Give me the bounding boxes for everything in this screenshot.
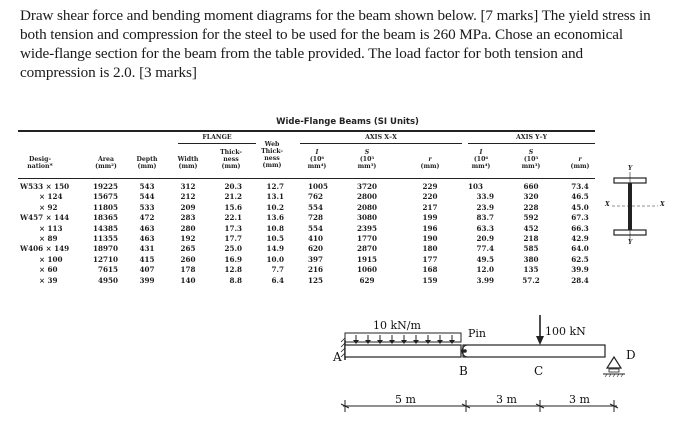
table-cell: 25.0 <box>224 244 242 254</box>
table-cell: 15675 <box>92 192 118 202</box>
header-text: Web <box>264 141 280 148</box>
table-cell: 4950 <box>97 275 118 285</box>
table-cell: 62.5 <box>571 254 589 264</box>
table-cell: 2395 <box>356 223 377 233</box>
header-text: mm³) <box>357 163 377 170</box>
table-cell: 1915 <box>356 254 377 264</box>
header-text: (mm²) <box>95 163 117 170</box>
table-cell: 21.2 <box>224 192 242 202</box>
table-cell: 63.3 <box>476 223 494 233</box>
header-text: (mm) <box>221 163 241 170</box>
table-cell: 12710 <box>92 254 118 264</box>
table-cell: 660 <box>523 182 539 191</box>
table-cell: 228 <box>523 202 539 212</box>
table-cell: 320 <box>523 192 539 202</box>
table-cell: 217 <box>422 202 438 212</box>
header-text: (mm) <box>178 163 198 170</box>
table-cell: 12.8 <box>224 265 242 275</box>
section-axis-x-right: X <box>660 201 665 208</box>
table-cell: 229 <box>422 182 438 191</box>
header-text: (10⁶ <box>309 156 325 163</box>
table-cell: 216 <box>308 265 324 275</box>
table-cell: 554 <box>308 202 324 212</box>
table-cell: 407 <box>139 265 155 275</box>
table-cell: 283 <box>180 213 196 223</box>
table-cell: 11355 <box>92 234 118 244</box>
section-axis-y-bottom: Y <box>628 239 633 246</box>
table-cell: 1060 <box>356 265 377 275</box>
table-cell: 220 <box>422 192 438 202</box>
table-cell: 57.2 <box>522 275 540 285</box>
header-text: (10⁶ <box>473 156 489 163</box>
table-cell: × 39 <box>39 275 58 285</box>
table-cell: 592 <box>523 213 539 223</box>
table-cell: 762 <box>308 192 324 202</box>
table-cell: 73.4 <box>571 182 589 191</box>
table-cell: 620 <box>308 244 324 254</box>
table-cell: 177 <box>422 254 438 264</box>
section-axis-y-top: Y <box>628 165 633 172</box>
table-cell: 190 <box>422 234 438 244</box>
point-a-label: A <box>333 350 342 364</box>
distributed-load-icon <box>345 333 461 344</box>
table-cell: 42.9 <box>571 234 589 244</box>
table-cell: 77.4 <box>476 244 494 254</box>
table-cell: 10.2 <box>266 202 284 212</box>
pin-icon <box>463 349 467 353</box>
header-text: (mm) <box>137 163 157 170</box>
distributed-load-label: 10 kN/m <box>373 319 421 332</box>
table-cell: 17.3 <box>224 223 242 233</box>
table-cell: 1770 <box>356 234 377 244</box>
table-cell: 33.9 <box>476 192 494 202</box>
table-cell: 415 <box>139 254 155 264</box>
table-cell: 15.6 <box>224 202 242 212</box>
beam-segment-ab <box>345 345 461 357</box>
table-cell: 18970 <box>92 244 118 254</box>
table-cell: 46.5 <box>571 192 589 202</box>
table-cell: 452 <box>523 223 539 233</box>
question-text: Draw shear force and bending moment diagrams for the beam shown below. [7 marks] The yield stress in both tension and compression for the steel to be used for the beam is 260 MPa. Chose an economical wide-flange section for the beam from the table provided. The load factor for both tension and compression is 2.0. [3 marks] <box>20 7 651 81</box>
table-cell: 14385 <box>92 223 118 233</box>
header-text: mm⁴) <box>471 163 491 170</box>
table-cell: 14.9 <box>266 244 284 254</box>
table-cell: 3720 <box>356 182 377 191</box>
table-cell: × 124 <box>39 192 63 202</box>
header-text: I <box>479 149 483 156</box>
table-cell: 11805 <box>92 202 118 212</box>
table-cell: W533 × 150 <box>20 182 70 191</box>
table-cell: 19225 <box>92 182 118 191</box>
table-cell: 8.8 <box>229 275 242 285</box>
header-text: Desig- <box>28 156 52 163</box>
beam-segment-bd <box>463 345 605 357</box>
table-cell: 2870 <box>356 244 377 254</box>
table-cell: W406 × 149 <box>20 244 70 254</box>
table-cell: 168 <box>422 265 438 275</box>
group-flange: FLANGE <box>202 134 232 141</box>
table-cell: 192 <box>180 234 196 244</box>
pin-label: Pin <box>468 327 487 340</box>
table-cell: 728 <box>308 213 324 223</box>
table-cell: 212 <box>180 192 196 202</box>
table-cell: 23.9 <box>476 202 494 212</box>
point-load-label: 100 kN <box>545 325 586 338</box>
table-cell: 10.5 <box>266 234 284 244</box>
point-load-arrow-icon <box>536 315 544 345</box>
table-cell: × 89 <box>39 234 58 244</box>
header-text: S <box>364 149 370 156</box>
table-cell: 543 <box>139 182 155 191</box>
table-cell: 2080 <box>356 202 377 212</box>
table-cell: 265 <box>180 244 196 254</box>
table-cell: 125 <box>308 275 324 285</box>
table-cell: 544 <box>139 192 155 202</box>
header-text: (10³ <box>523 156 539 163</box>
table-cell: 410 <box>308 234 324 244</box>
table-cell: × 92 <box>39 202 58 212</box>
table-cell: 16.9 <box>224 254 242 264</box>
table-cell: × 100 <box>39 254 63 264</box>
header-text: ness <box>223 156 239 163</box>
table-cell: 554 <box>308 223 324 233</box>
header-text: S <box>528 149 534 156</box>
point-d-label: D <box>626 348 636 362</box>
table-cell: 6.4 <box>271 275 284 285</box>
section-axis-x-left: X <box>605 201 610 208</box>
table-cell: 472 <box>139 213 155 223</box>
table-cell: 13.1 <box>266 192 284 202</box>
point-c-label: C <box>534 364 544 378</box>
header-text: (mm) <box>570 163 590 170</box>
table-cell: 49.5 <box>476 254 494 264</box>
table-cell: 431 <box>139 244 155 254</box>
header-text: mm⁴) <box>307 163 327 170</box>
table-cell: 17.7 <box>224 234 242 244</box>
table-cell: 585 <box>523 244 539 254</box>
header-text: I <box>315 149 319 156</box>
table-cell: 312 <box>180 182 196 191</box>
header-text: Width <box>177 156 199 163</box>
table-cell: 39.9 <box>571 265 589 275</box>
table-cell: 10.0 <box>266 254 284 264</box>
table-cell: 2800 <box>356 192 377 202</box>
span-bc-label: 3 m <box>496 393 517 406</box>
table-cell: × 113 <box>39 223 63 233</box>
roller-support-icon <box>603 357 625 377</box>
table-cell: 533 <box>139 202 155 212</box>
table-cell: 463 <box>139 223 155 233</box>
table-cell: 380 <box>523 254 539 264</box>
table-cell: × 60 <box>39 265 58 275</box>
table-cell: 64.0 <box>571 244 589 254</box>
header-text: r <box>428 156 432 163</box>
header-text: r <box>578 156 582 163</box>
table-cell: 12.0 <box>476 265 494 275</box>
point-b-label: B <box>459 364 468 378</box>
header-text: Area <box>97 156 114 163</box>
table-cell: 280 <box>180 223 196 233</box>
table-cell: 159 <box>422 275 438 285</box>
table-cell: 103 <box>468 182 484 191</box>
header-text: Thick- <box>220 149 242 156</box>
table-cell: 463 <box>139 234 155 244</box>
table-cell: 3.99 <box>476 275 494 285</box>
table-cell: 629 <box>359 275 375 285</box>
table-cell: 180 <box>422 244 438 254</box>
span-cd-label: 3 m <box>569 393 590 406</box>
table-cell: 18365 <box>92 213 118 223</box>
table-cell: 397 <box>308 254 324 264</box>
table-cell: 13.6 <box>266 213 284 223</box>
table-cell: 1005 <box>308 182 329 191</box>
header-text: Thick- <box>261 148 283 155</box>
table-cell: 140 <box>180 275 196 285</box>
table-cell: 3080 <box>356 213 377 223</box>
group-axis-yy: AXIS Y–Y <box>515 134 548 141</box>
table-cell: 7615 <box>97 265 118 275</box>
table-title: Wide-Flange Beams (SI Units) <box>276 117 419 127</box>
table-cell: 67.3 <box>571 213 589 223</box>
table-cell: 10.8 <box>266 223 284 233</box>
table-cell: 209 <box>180 202 196 212</box>
table-cell: 199 <box>422 213 438 223</box>
table-cell: 7.7 <box>271 265 284 275</box>
table-cell: 12.7 <box>266 182 284 191</box>
table-cell: 196 <box>422 223 438 233</box>
table-cell: W457 × 144 <box>20 213 70 223</box>
table-cell: 83.7 <box>476 213 494 223</box>
table-cell: 218 <box>523 234 539 244</box>
header-text: nation* <box>27 163 53 170</box>
header-text: (mm) <box>262 162 282 169</box>
table-cell: 22.1 <box>224 213 242 223</box>
table-cell: 28.4 <box>571 275 589 285</box>
span-ab-label: 5 m <box>395 393 416 406</box>
table-cell: 260 <box>180 254 196 264</box>
table-cell: 399 <box>139 275 155 285</box>
table-cell: 178 <box>180 265 196 275</box>
group-axis-xx: AXIS X–X <box>365 134 397 141</box>
table-cell: 20.3 <box>224 182 242 191</box>
header-text: mm³) <box>521 163 541 170</box>
header-text: ness <box>264 155 280 162</box>
header-text: (mm) <box>420 163 440 170</box>
table-cell: 20.9 <box>476 234 494 244</box>
table-cell: 135 <box>523 265 539 275</box>
table-cell: 66.3 <box>571 223 589 233</box>
header-text: (10³ <box>359 156 375 163</box>
header-text: Depth <box>136 156 158 163</box>
table-cell: 45.0 <box>571 202 589 212</box>
